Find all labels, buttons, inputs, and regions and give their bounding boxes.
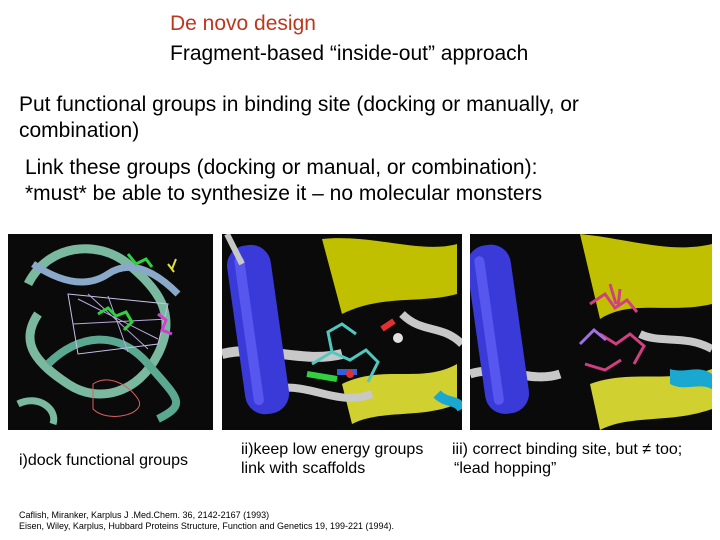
paragraph-line: *must* be able to synthesize it – no molecular monsters — [25, 182, 543, 205]
title-de-novo-design: De novo design — [170, 12, 316, 35]
paragraph-line: Put functional groups in binding site (docking or manually, or — [19, 93, 579, 116]
caption-line: “lead hopping” — [454, 460, 557, 477]
paragraph-line: Link these groups (docking or manual, or combination): — [25, 156, 538, 179]
caption-lead-hopping — [452, 440, 682, 478]
caption-line: link with scaffolds — [241, 460, 366, 477]
reference-eisen: Eisen, Wiley, Karplus, Hubbard Proteins Structure, Function and Genetics 19, 199-221 (1994). — [19, 521, 395, 531]
image-binding-site-low-energy — [222, 234, 462, 430]
image-protein-ribbon-docked — [8, 234, 213, 430]
reference-caflish: Caflish, Miranker, Karplus J .Med.Chem. 36, 2142-2167 (1993) — [19, 510, 270, 520]
caption-line: ii)keep low energy groups — [241, 441, 424, 458]
caption-keep-low-energy-groups — [241, 440, 423, 478]
image-lead-hopping — [470, 234, 712, 430]
paragraph-functional-groups — [19, 92, 579, 144]
caption-dock-functional-groups: i)dock functional groups — [19, 452, 188, 469]
subtitle-fragment-based: Fragment-based “inside-out” approach — [170, 42, 529, 65]
caption-line: iii) correct binding site, but ≠ too; — [452, 441, 683, 458]
paragraph-link-groups — [25, 155, 542, 207]
paragraph-line: combination) — [19, 119, 140, 142]
